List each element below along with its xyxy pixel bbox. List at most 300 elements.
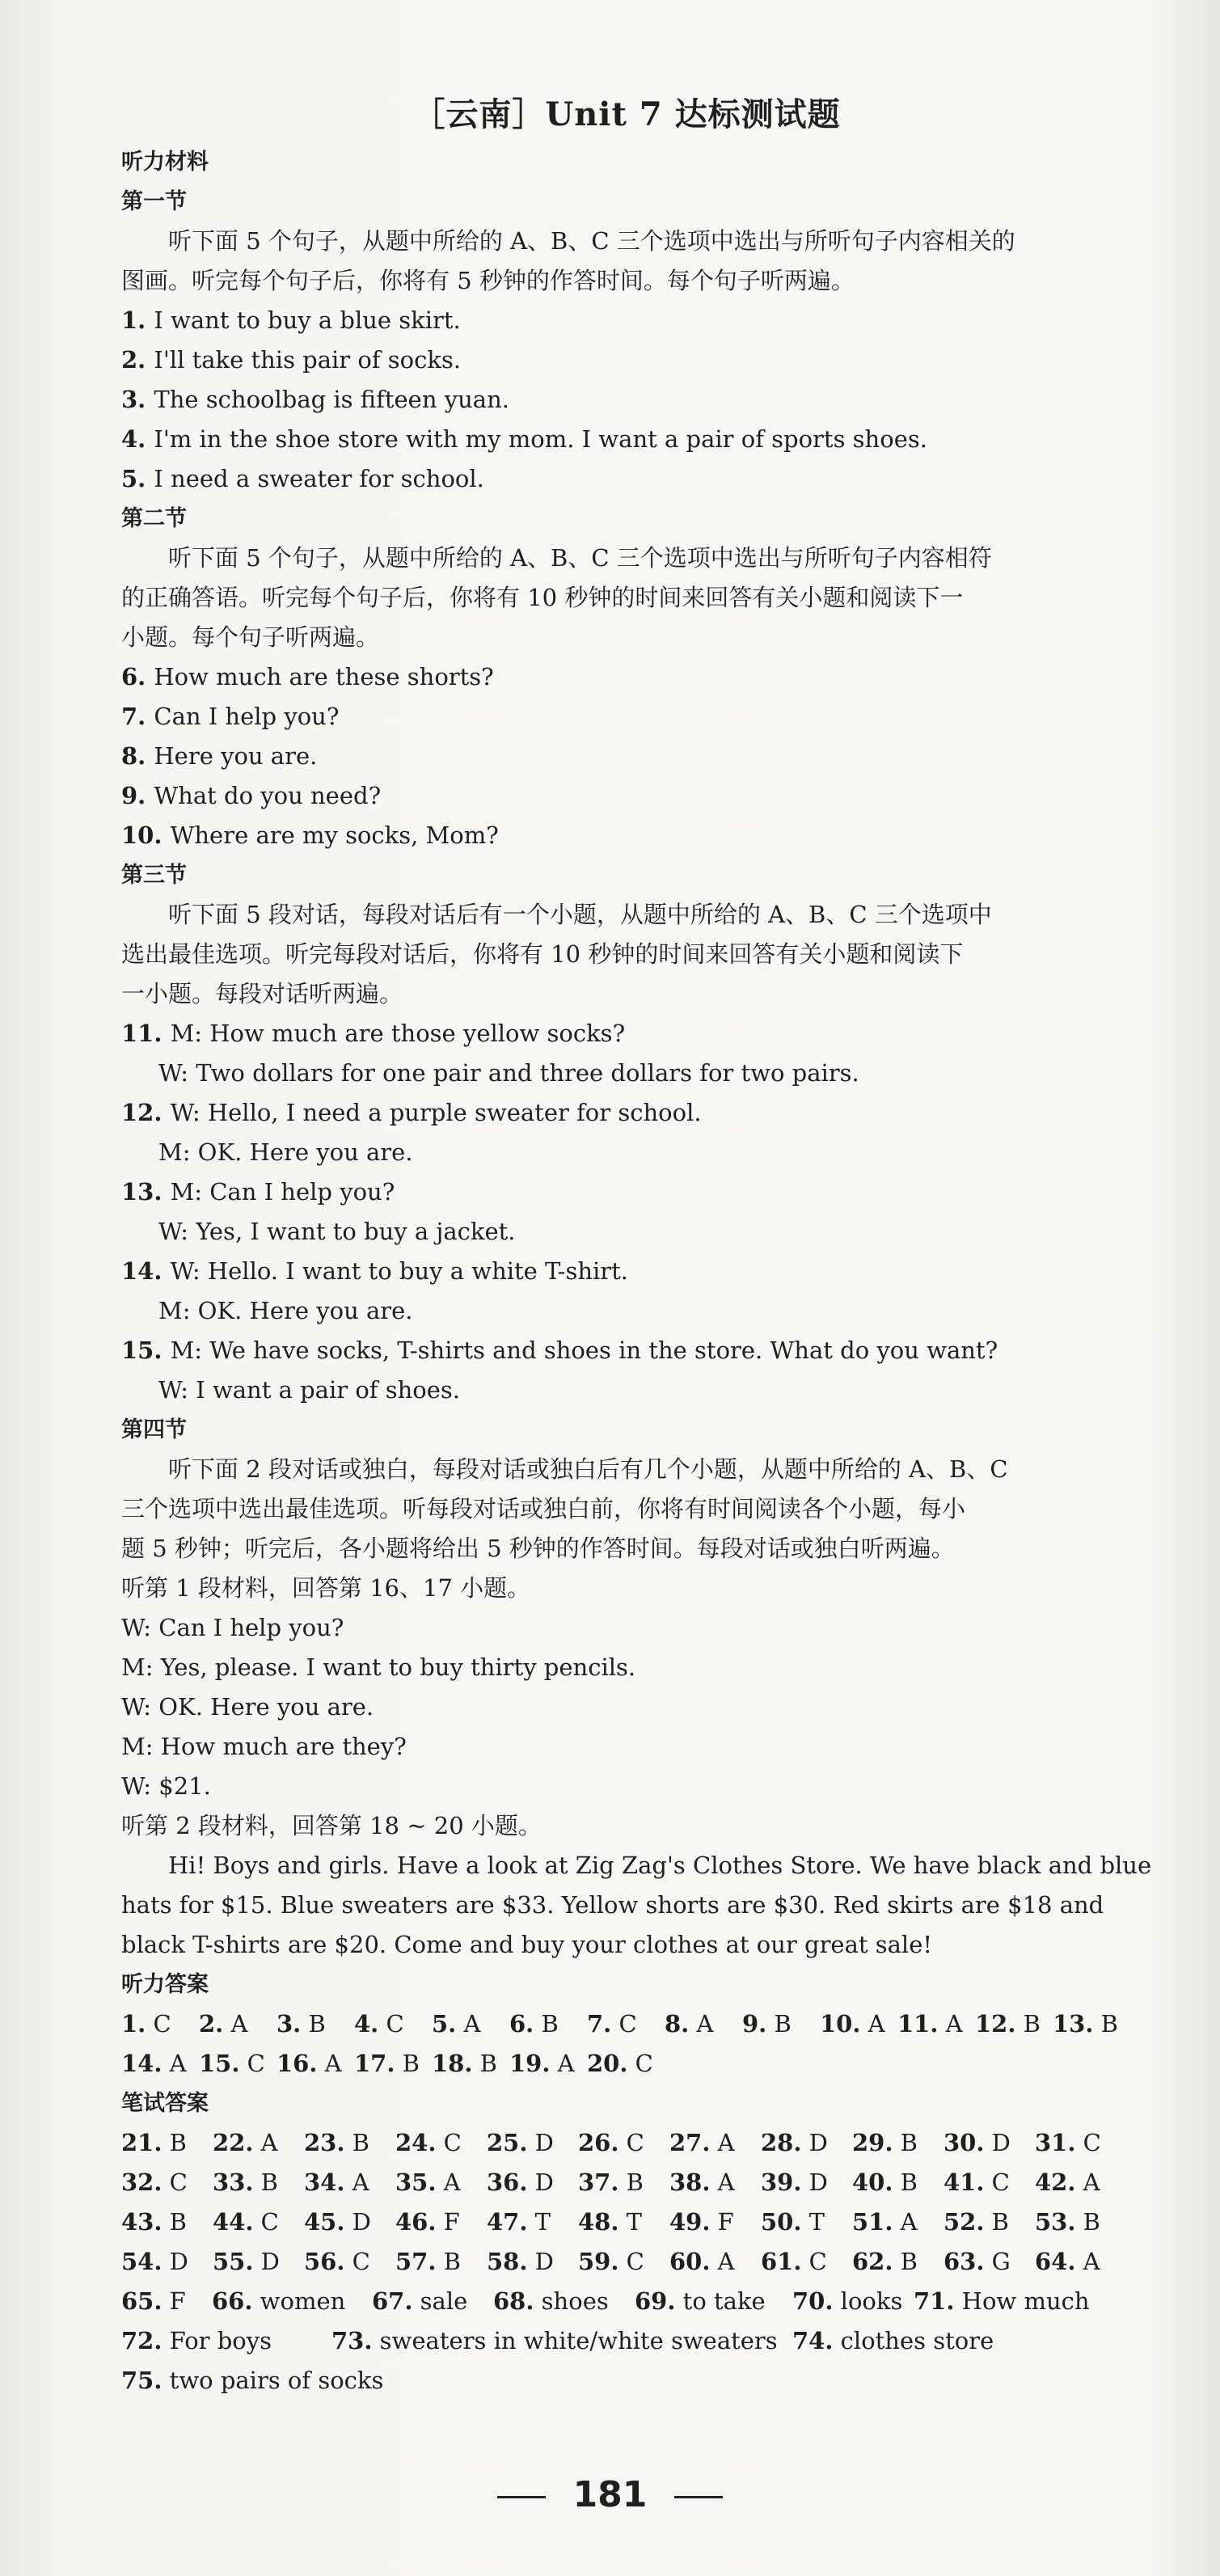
answer-item [395,2202,487,2242]
answer-item [852,2123,943,2163]
answer-row [121,2004,1132,2044]
answer-value: C [162,2168,188,2196]
answer-value: A [317,2050,342,2077]
answer-number: 68. [493,2287,534,2315]
answer-item [897,2004,975,2044]
answer-value: A [253,2129,278,2156]
list-item [121,301,1132,340]
answer-value: B [984,2208,1009,2236]
answer-row [121,2242,1132,2282]
list-item [121,697,1132,737]
answer-value: C [378,2010,404,2038]
answer-number: 11. [897,2010,939,2038]
answer-item [761,2123,852,2163]
section-4-instruction: 题 5 秒钟；听完后，各小题将给出 5 秒钟的作答时间。每段对话或独白听两遍。 [121,1535,955,1562]
answer-item [487,2242,578,2282]
material-1-dialogue [121,1608,1132,1806]
answer-number: 18. [432,2050,473,2077]
section-2-instruction: 的正确答语。听完每个句子后，你将有 10 秒钟的时间来回答有关小题和阅读下一 [121,584,964,611]
answer-value: C [801,2248,827,2275]
listening-answers-heading: 听力答案 [121,1972,209,1997]
section-1-items [121,301,1132,499]
answer-number: 61. [761,2248,802,2275]
item-number: 3. [121,386,154,413]
answer-value: A [689,2010,714,2038]
answer-number: 56. [304,2248,345,2275]
answer-row [121,2321,1132,2361]
list-item [121,420,1132,459]
item-number: 14. [121,1257,171,1285]
answer-value: B [344,2129,369,2156]
answer-number: 38. [669,2168,711,2196]
answer-item [432,2004,509,2044]
answer-number: 45. [304,2208,345,2236]
answer-value: C [618,2129,644,2156]
answer-item [665,2004,742,2044]
dialogue-text: W: Hello. I want to buy a white T-shirt. [170,1257,629,1285]
material-1-intro: 听第 1 段材料，回答第 16、17 小题。 [121,1574,531,1602]
answer-value: B [436,2248,461,2275]
answer-value: B [893,2168,918,2196]
dialogue-line [121,1172,1132,1212]
answer-number: 71. [914,2287,955,2315]
written-answers-heading: 笔试答案 [121,2091,209,2116]
answer-number: 20. [587,2050,628,2077]
answer-number: 70. [792,2287,834,2315]
answer-item [852,2163,943,2202]
answer-value: C [618,2248,644,2275]
answer-row [121,2361,1132,2401]
page-footer [0,2474,1220,2515]
answer-row [121,2202,1132,2242]
item-number: 6. [121,663,154,690]
answer-value: B [534,2010,559,2038]
answer-item [213,2123,304,2163]
dialogue-text: M: Can I help you? [170,1178,395,1206]
answer-item [914,2282,1091,2321]
answer-number: 50. [761,2208,802,2236]
answer-value: F [436,2208,460,2236]
answer-value: D [527,2129,554,2156]
answer-item [432,2044,509,2084]
answer-number: 7. [587,2010,612,2038]
answer-value: two pairs of socks [162,2367,384,2394]
footer-dash [674,2496,723,2498]
answer-number: 36. [487,2168,528,2196]
answer-number: 17. [354,2050,395,2077]
item-number: 10. [121,821,171,849]
dialogue-text: W: Hello, I need a purple sweater for school. [170,1099,702,1126]
list-item [121,459,1132,499]
answer-number: 62. [852,2248,893,2275]
answer-number: 59. [578,2248,619,2275]
item-number: 5. [121,465,154,492]
section-1-heading: 第一节 [121,189,187,214]
answer-number: 57. [395,2248,437,2275]
answer-item [669,2163,761,2202]
answer-item [578,2123,669,2163]
dialogue-line [121,1331,1132,1370]
item-text: I need a sweater for school. [154,465,484,492]
answer-item [213,2242,304,2282]
answer-value: C [344,2248,370,2275]
answer-value: A [710,2168,735,2196]
material-2-intro: 听第 2 段材料，回答第 18 ~ 20 小题。 [121,1812,542,1839]
answer-item [213,2202,304,2242]
answer-number: 53. [1035,2208,1076,2236]
dialogue-text: M: We have socks, T-shirts and shoes in the store. What do you want? [170,1337,998,1364]
answer-item [121,2123,213,2163]
answer-number: 33. [213,2168,254,2196]
item-number: 12. [121,1099,171,1126]
list-item [121,657,1132,697]
answer-value: A [436,2168,461,2196]
item-number: 9. [121,782,154,809]
item-number: 4. [121,425,154,453]
material-2-monologue: black T-shirts are $20. Come and buy your clothes at our great sale! [121,1931,933,1958]
answer-item [509,2004,587,2044]
section-3-instruction: 一小题。每段对话听两遍。 [121,980,403,1007]
answer-value: A [344,2168,369,2196]
section-3-instruction: 听下面 5 段对话，每段对话后有一个小题，从题中所给的 A、B、C 三个选项中 [168,901,992,928]
answer-number: 12. [975,2010,1016,2038]
answer-value: to take [675,2287,766,2315]
answer-value: sweaters in white/white sweaters [372,2327,778,2354]
answer-item [395,2163,487,2202]
answer-number: 72. [121,2327,163,2354]
section-4-instruction: 听下面 2 段对话或独白，每段对话或独白后有几个小题，从题中所给的 A、B、C [168,1455,1008,1483]
section-3-instruction: 选出最佳选项。听完每段对话后，你将有 10 秒钟的时间来回答有关小题和阅读下 [121,940,964,968]
answer-item [669,2202,761,2242]
answer-item [212,2282,372,2321]
list-item [121,380,1132,420]
answer-number: 58. [487,2248,528,2275]
answer-number: 13. [1053,2010,1094,2038]
list-item [121,816,1132,855]
answer-number: 75. [121,2367,163,2394]
answer-value: For boys [162,2327,272,2354]
answer-value: B [301,2010,326,2038]
answer-item [199,2044,277,2084]
answer-value: F [162,2287,186,2315]
answer-value: B [1015,2010,1041,2038]
dialogue-line: W: $21. [121,1772,211,1800]
answer-item [509,2044,587,2084]
answer-number: 42. [1035,2168,1076,2196]
answer-value: D [984,2129,1011,2156]
list-item [121,340,1132,380]
answer-number: 24. [395,2129,437,2156]
answer-value: C [253,2208,279,2236]
answer-item [487,2123,578,2163]
dialogue-line: W: Two dollars for one pair and three dollars for two pairs. [158,1059,859,1087]
answer-number: 1. [121,2010,146,2038]
list-item [121,737,1132,776]
item-text: How much are these shorts? [154,663,494,690]
answer-number: 9. [742,2010,767,2038]
item-text: The schoolbag is fifteen yuan. [154,386,509,413]
item-text: I want to buy a blue skirt. [154,306,461,334]
answer-item [487,2163,578,2202]
section-1-instruction: 听下面 5 个句子，从题中所给的 A、B、C 三个选项中选出与所听句子内容相关的 [168,227,1015,255]
answer-value: A [860,2010,885,2038]
answer-item [578,2202,669,2242]
answer-value: A [456,2010,481,2038]
footer-dash [497,2496,546,2498]
answer-value: B [162,2129,187,2156]
answer-value: B [1093,2010,1118,2038]
answer-item [121,2282,212,2321]
answer-value: B [162,2208,187,2236]
answer-number: 6. [509,2010,534,2038]
section-2-instruction: 小题。每个句子听两遍。 [121,623,380,651]
item-text: Here you are. [154,742,318,770]
section-4-heading: 第四节 [121,1417,187,1442]
answer-value: A [223,2010,248,2038]
answer-item [121,2361,526,2401]
answer-item [761,2242,852,2282]
dialogue-line: W: I want a pair of shoes. [158,1376,461,1404]
answer-value: B [893,2248,918,2275]
answer-number: 41. [943,2168,985,2196]
page-title: ［云南］Unit 7 达标测试题 [412,95,841,133]
dialogue-line: M: OK. Here you are. [158,1138,413,1166]
answer-number: 55. [213,2248,254,2275]
answer-item [1035,2242,1126,2282]
answer-value: B [618,2168,644,2196]
answer-value: D [801,2129,828,2156]
answer-number: 48. [578,2208,619,2236]
answer-value: D [162,2248,188,2275]
section-4-instruction: 三个选项中选出最佳选项。听每段对话或独白前，你将有时间阅读各个小题，每小 [121,1495,966,1522]
answer-number: 16. [277,2050,318,2077]
dialogue-line [121,1252,1132,1291]
answer-number: 27. [669,2129,711,2156]
answer-item [635,2282,792,2321]
answer-item [121,2321,331,2361]
answer-value: B [472,2050,497,2077]
item-text: Where are my socks, Mom? [170,821,499,849]
answer-value: A [893,2208,918,2236]
answer-item [852,2242,943,2282]
answer-value: C [436,2129,462,2156]
answer-item [943,2123,1035,2163]
answer-number: 73. [331,2327,373,2354]
section-3-items [121,1014,1132,1410]
answer-number: 46. [395,2208,437,2236]
answer-item [277,2044,354,2084]
answer-item [578,2242,669,2282]
material-2-monologue: Hi! Boys and girls. Have a look at Zig Zag's Clothes Store. We have black and blue [168,1852,1152,1879]
answer-item [578,2163,669,2202]
answer-value: D [527,2168,554,2196]
answer-value: C [984,2168,1010,2196]
answer-item [669,2242,761,2282]
answer-number: 64. [1035,2248,1076,2275]
answer-number: 67. [372,2287,413,2315]
answer-value: C [1075,2129,1101,2156]
answer-value: sale [412,2287,468,2315]
item-number: 1. [121,306,154,334]
dialogue-line [121,1014,1132,1054]
answer-value: C [611,2010,637,2038]
answer-value: How much [954,2287,1090,2315]
answer-number: 47. [487,2208,528,2236]
answer-number: 10. [820,2010,861,2038]
answer-item [943,2202,1035,2242]
answer-number: 60. [669,2248,711,2275]
dialogue-line: W: Can I help you? [121,1614,344,1641]
section-2-heading: 第二节 [121,506,187,531]
item-number: 15. [121,1337,171,1364]
answer-value: looks [833,2287,903,2315]
answer-number: 49. [669,2208,711,2236]
dialogue-line: M: Yes, please. I want to buy thirty pencils. [121,1653,636,1681]
item-number: 8. [121,742,154,770]
item-number: 2. [121,346,154,374]
dialogue-line: M: How much are they? [121,1733,407,1760]
answer-item [761,2163,852,2202]
answer-item [669,2123,761,2163]
answer-item [372,2282,493,2321]
answer-value: C [627,2050,653,2077]
answer-number: 22. [213,2129,254,2156]
answer-value: D [801,2168,828,2196]
answer-item [121,2004,199,2044]
dialogue-line: W: Yes, I want to buy a jacket. [158,1218,516,1245]
answer-item [395,2242,487,2282]
answer-item [587,2044,665,2084]
page-number: 181 [572,2474,648,2515]
answer-item [304,2163,395,2202]
answer-number: 4. [354,2010,379,2038]
item-text: I'm in the shoe store with my mom. I want a pair of sports shoes. [154,425,927,453]
answer-value: shoes [534,2287,609,2315]
answer-value: A [1075,2248,1100,2275]
answer-value: B [1075,2208,1100,2236]
answer-item [742,2004,820,2044]
answer-item [852,2202,943,2242]
answer-item [213,2163,304,2202]
answer-item [121,2163,213,2202]
answer-value: D [527,2248,554,2275]
document-content [121,89,1152,2401]
answer-item [277,2004,354,2044]
answer-item [304,2202,395,2242]
answer-value: B [253,2168,278,2196]
answer-number: 54. [121,2248,163,2275]
answer-item [304,2242,395,2282]
answer-number: 35. [395,2168,437,2196]
answer-row [121,2163,1132,2202]
answer-number: 34. [304,2168,345,2196]
item-number: 11. [121,1020,171,1047]
answer-item [1035,2123,1126,2163]
answer-value: A [710,2129,735,2156]
answer-number: 14. [121,2050,163,2077]
list-item [121,776,1132,816]
answer-item [1053,2004,1130,2044]
answer-number: 32. [121,2168,163,2196]
answer-number: 51. [852,2208,893,2236]
section-3-heading: 第三节 [121,863,187,888]
answer-number: 74. [792,2327,834,2354]
answer-number: 52. [943,2208,985,2236]
answer-item [761,2202,852,2242]
answer-item [792,2282,914,2321]
dialogue-text: M: How much are those yellow socks? [170,1020,626,1047]
answer-item [331,2321,792,2361]
answer-item [820,2004,897,2044]
item-text: I'll take this pair of socks. [154,346,462,374]
answer-value: A [550,2050,575,2077]
answer-value: T [801,2208,825,2236]
answer-value: A [710,2248,735,2275]
answer-number: 44. [213,2208,254,2236]
answer-value: D [253,2248,280,2275]
answer-number: 31. [1035,2129,1076,2156]
answer-number: 15. [199,2050,240,2077]
answer-value: B [395,2050,420,2077]
answer-item [587,2004,665,2044]
answer-item [487,2202,578,2242]
answer-item [1035,2202,1126,2242]
answer-number: 2. [199,2010,224,2038]
answer-item [493,2282,635,2321]
answer-value: A [1075,2168,1100,2196]
answer-number: 5. [432,2010,457,2038]
answer-number: 66. [212,2287,253,2315]
answer-value: B [893,2129,918,2156]
item-text: Can I help you? [154,703,340,730]
material-2-monologue: hats for $15. Blue sweaters are $33. Yellow shorts are $30. Red skirts are $18 and [121,1891,1104,1919]
answer-value: T [527,2208,551,2236]
answer-value: A [162,2050,187,2077]
answer-item [792,2321,1059,2361]
answer-number: 3. [277,2010,302,2038]
item-number: 7. [121,703,154,730]
answer-number: 43. [121,2208,163,2236]
answer-row [121,2282,1132,2321]
dialogue-line: W: OK. Here you are. [121,1693,374,1721]
answer-number: 25. [487,2129,528,2156]
answer-value: D [344,2208,371,2236]
answer-number: 40. [852,2168,893,2196]
answer-number: 26. [578,2129,619,2156]
answer-number: 8. [665,2010,690,2038]
answer-item [975,2004,1053,2044]
listening-material-heading: 听力材料 [121,150,209,175]
answer-value: F [710,2208,734,2236]
answer-value: T [618,2208,643,2236]
answer-item [943,2242,1035,2282]
answer-number: 28. [761,2129,802,2156]
answer-item [304,2123,395,2163]
answer-value: women [252,2287,346,2315]
answer-number: 29. [852,2129,893,2156]
answer-item [121,2242,213,2282]
answer-number: 39. [761,2168,802,2196]
answer-number: 37. [578,2168,619,2196]
answer-value: B [766,2010,792,2038]
answer-number: 21. [121,2129,163,2156]
answer-item [395,2123,487,2163]
answer-item [121,2044,199,2084]
section-2-items [121,657,1132,855]
answer-row [121,2044,1132,2084]
item-number: 13. [121,1178,171,1206]
answer-value: A [938,2010,963,2038]
